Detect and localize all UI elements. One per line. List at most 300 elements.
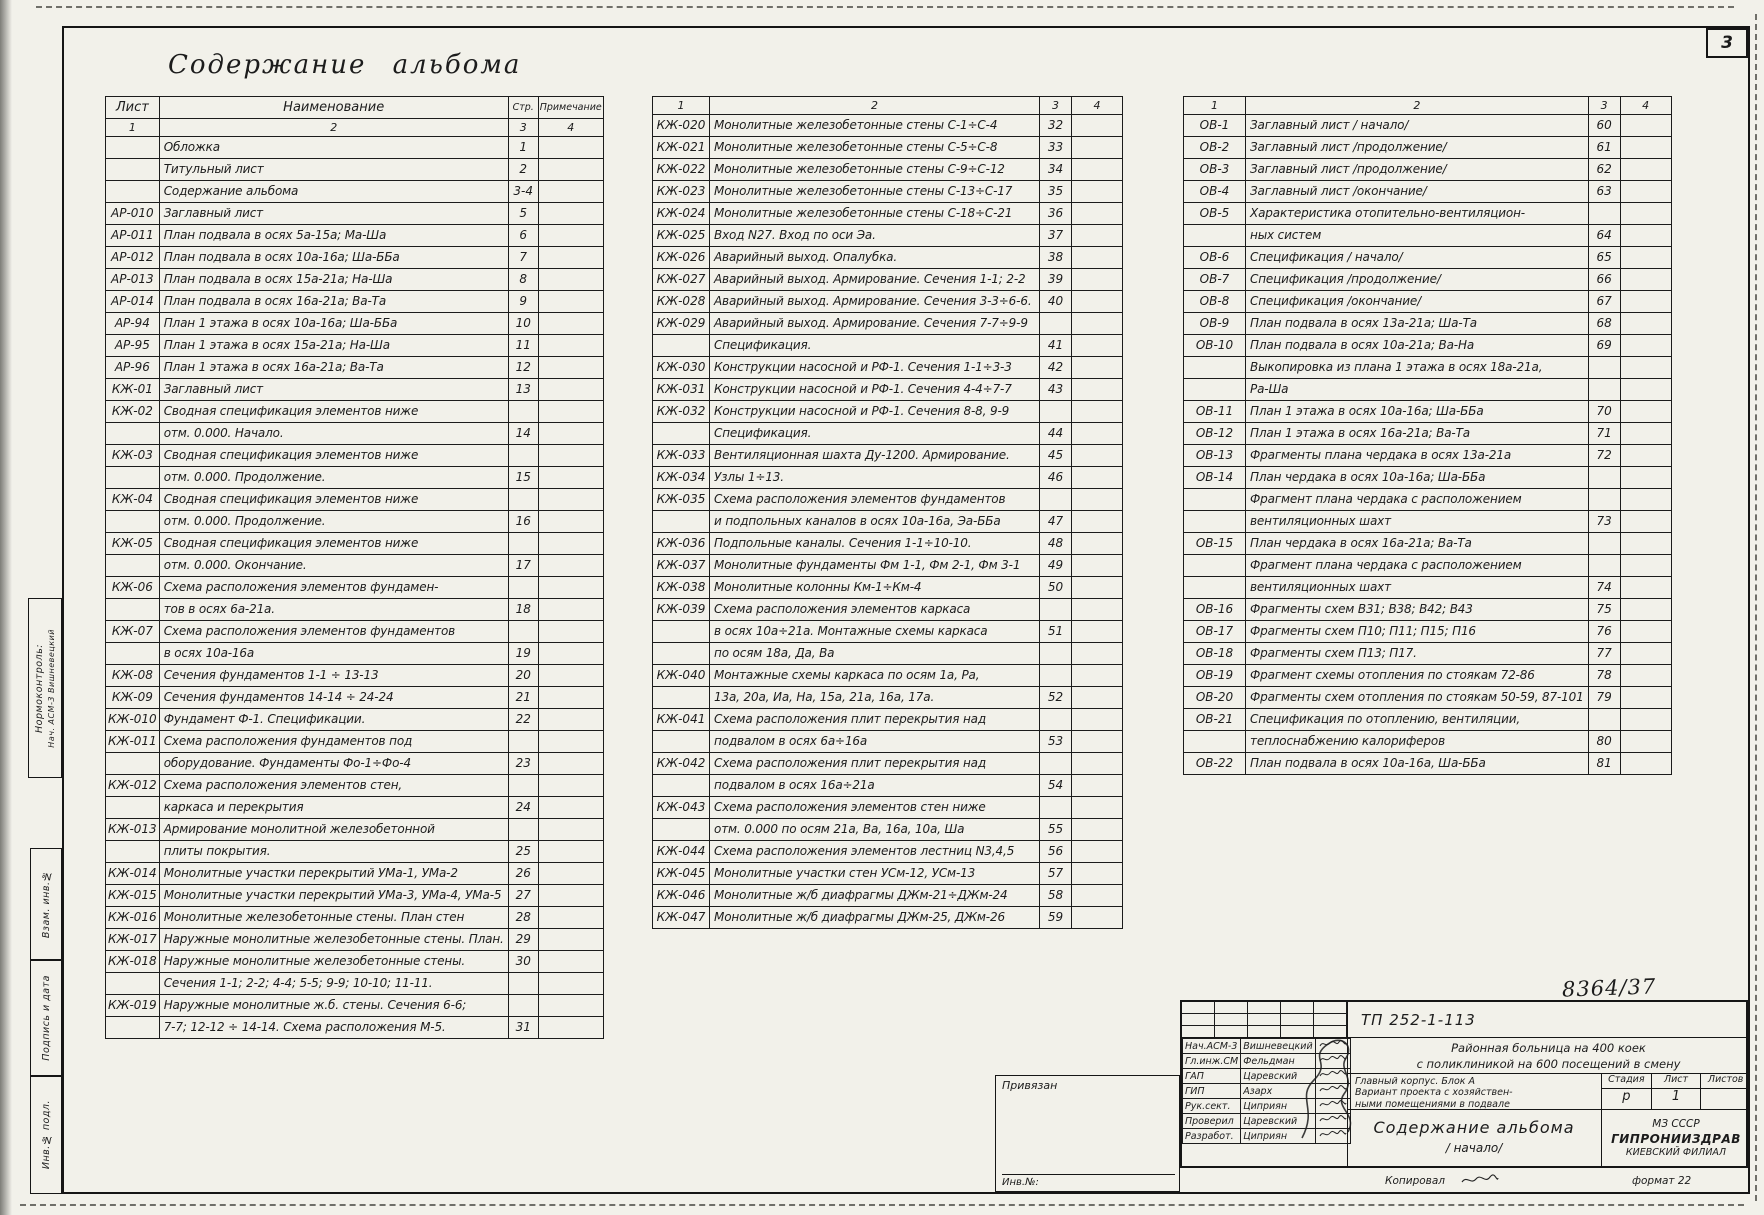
sheet-code-cell: КЖ-029 bbox=[653, 313, 710, 335]
sheet-code-cell: ОВ-18 bbox=[1184, 643, 1246, 665]
page-number-cell bbox=[1588, 709, 1620, 731]
note-cell bbox=[1620, 291, 1671, 313]
sheet-name-cell: Монолитные железобетонные стены С-18÷С-21 bbox=[710, 203, 1040, 225]
note-cell bbox=[1620, 335, 1671, 357]
note-cell bbox=[538, 665, 603, 687]
sheet-name-cell: Монолитные железобетонные стены С-9÷С-12 bbox=[710, 159, 1040, 181]
note-cell bbox=[538, 357, 603, 379]
sheet-number: 3 bbox=[1721, 33, 1733, 53]
page-number-cell: 61 bbox=[1588, 137, 1620, 159]
page-title: Содержание альбома bbox=[168, 50, 522, 80]
note-cell bbox=[538, 313, 603, 335]
signer-role-cell: Гл.инж.СМ bbox=[1183, 1054, 1241, 1069]
sheet-code-cell bbox=[653, 423, 710, 445]
table-row bbox=[653, 775, 1123, 797]
project-title-line2: с поликлиникой на 600 посещений в смену bbox=[1416, 1056, 1681, 1071]
sheet-code-cell: КЖ-023 bbox=[653, 181, 710, 203]
note-cell bbox=[538, 577, 603, 599]
sheet-name-cell: Монолитные железобетонные стены С-5÷С-8 bbox=[710, 137, 1040, 159]
page-number-cell: 11 bbox=[508, 335, 538, 357]
note-cell bbox=[538, 555, 603, 577]
sheet-name-cell: Схема расположения элементов фундаментов bbox=[710, 489, 1040, 511]
sheet-code-cell: КЖ-09 bbox=[106, 687, 160, 709]
note-cell bbox=[538, 929, 603, 951]
table-row bbox=[106, 313, 604, 335]
sheet-name-cell: Обложка bbox=[159, 137, 508, 159]
sheet-name-cell: Аварийный выход. Армирование. Сечения 3-3÷6-6. bbox=[710, 291, 1040, 313]
note-cell bbox=[1620, 423, 1671, 445]
note-cell bbox=[1620, 225, 1671, 247]
table-row bbox=[106, 203, 604, 225]
format-label: формат 22 bbox=[1632, 1175, 1692, 1187]
sheet-name-cell: Сводная спецификация элементов ниже bbox=[159, 401, 508, 423]
table-row bbox=[653, 863, 1123, 885]
org-line2: ГИПРОНИИЗДРАВ bbox=[1611, 1132, 1741, 1147]
table-row bbox=[653, 797, 1123, 819]
sheet-code-cell bbox=[653, 687, 710, 709]
table-row bbox=[106, 599, 604, 621]
table-row bbox=[106, 995, 604, 1017]
page-number-cell: 60 bbox=[1588, 115, 1620, 137]
note-cell bbox=[1072, 291, 1123, 313]
table-row bbox=[653, 247, 1123, 269]
signature-flourish bbox=[1288, 1028, 1366, 1148]
signer-name-cell: Циприян bbox=[1241, 1099, 1315, 1114]
sheet-code-cell bbox=[106, 137, 160, 159]
sheet-code-cell bbox=[106, 643, 160, 665]
sheet-name-cell: Фрагмент плана чердака с расположением bbox=[1246, 555, 1589, 577]
table-row bbox=[106, 511, 604, 533]
table-row bbox=[106, 775, 604, 797]
col-header-page: Стр. bbox=[508, 97, 538, 119]
sheet-name-cell: в осях 10а÷21а. Монтажные схемы каркаса bbox=[710, 621, 1040, 643]
table-row bbox=[653, 533, 1123, 555]
document-title-line2: / начало/ bbox=[1445, 1141, 1503, 1155]
table-row bbox=[653, 379, 1123, 401]
inv-podl-label: Инв.№ подл. bbox=[40, 1100, 52, 1170]
sheet-code-cell bbox=[106, 181, 160, 203]
signer-name-cell: Азарх bbox=[1241, 1084, 1315, 1099]
note-cell bbox=[538, 159, 603, 181]
vzam-inv-label: Взам. инв.№ bbox=[40, 869, 52, 939]
sheet-code-cell: КЖ-033 bbox=[653, 445, 710, 467]
sheet-code-cell bbox=[653, 819, 710, 841]
note-cell bbox=[1072, 599, 1123, 621]
sheet-name-cell: оборудование. Фундаменты Фо-1÷Фо-4 bbox=[159, 753, 508, 775]
sheet-name-cell: Заглавный лист / начало/ bbox=[1246, 115, 1589, 137]
sheet-name-cell: подвалом в осях 16а÷21а bbox=[710, 775, 1040, 797]
table-row bbox=[106, 291, 604, 313]
note-cell bbox=[1620, 401, 1671, 423]
note-cell bbox=[538, 467, 603, 489]
sheet-code-cell: КЖ-030 bbox=[653, 357, 710, 379]
table-row bbox=[653, 489, 1123, 511]
table-row bbox=[106, 819, 604, 841]
stage-sheet-grid bbox=[1602, 1074, 1750, 1110]
note-cell bbox=[538, 599, 603, 621]
table-row bbox=[106, 533, 604, 555]
note-cell bbox=[1620, 753, 1671, 775]
table-row bbox=[1184, 401, 1672, 423]
page-number-cell: 67 bbox=[1588, 291, 1620, 313]
sheet-name-cell: План подвала в осях 5а-15а; Ма-Ша bbox=[159, 225, 508, 247]
sheet-code-cell: АР-013 bbox=[106, 269, 160, 291]
table-row bbox=[106, 555, 604, 577]
sheet-code-cell: КЖ-036 bbox=[653, 533, 710, 555]
page-number-cell bbox=[508, 489, 538, 511]
sheet-name-cell: Сводная спецификация элементов ниже bbox=[159, 489, 508, 511]
col-num-1: 1 bbox=[653, 97, 710, 115]
sheet-code-cell: КЖ-012 bbox=[106, 775, 160, 797]
note-cell bbox=[1620, 731, 1671, 753]
page-number-cell: 33 bbox=[1040, 137, 1072, 159]
sheet-code-cell: АР-96 bbox=[106, 357, 160, 379]
sheet-name-cell: Монолитные участки стен УСм-12, УСм-13 bbox=[710, 863, 1040, 885]
sheet-code-cell: КЖ-043 bbox=[653, 797, 710, 819]
table-row bbox=[106, 665, 604, 687]
page-number-cell: 78 bbox=[1588, 665, 1620, 687]
note-cell bbox=[538, 379, 603, 401]
note-cell bbox=[538, 973, 603, 995]
signer-name-cell: Вишневецкий bbox=[1241, 1039, 1315, 1054]
note-cell bbox=[1072, 555, 1123, 577]
sheet-name-cell: Фрагменты схем П13; П17. bbox=[1246, 643, 1589, 665]
sheet-code-cell: ОВ-22 bbox=[1184, 753, 1246, 775]
table-row bbox=[106, 159, 604, 181]
sheet-code-cell: ОВ-7 bbox=[1184, 269, 1246, 291]
col-num-3: 3 bbox=[508, 119, 538, 137]
sheet-code-cell bbox=[653, 731, 710, 753]
sheet-code-cell: КЖ-017 bbox=[106, 929, 160, 951]
note-cell bbox=[538, 687, 603, 709]
sheet-name-cell: Монолитные ж/б диафрагмы ДЖм-21÷ДЖм-24 bbox=[710, 885, 1040, 907]
sheet-name-cell: Спецификация по отоплению, вентиляции, bbox=[1246, 709, 1589, 731]
note-cell bbox=[1620, 687, 1671, 709]
table-row bbox=[106, 621, 604, 643]
table-row bbox=[1184, 181, 1672, 203]
table-row bbox=[653, 291, 1123, 313]
table-row bbox=[106, 731, 604, 753]
note-cell bbox=[538, 731, 603, 753]
signer-name-cell: Царевский bbox=[1241, 1114, 1315, 1129]
signer-role-cell: ГАП bbox=[1183, 1069, 1241, 1084]
note-cell bbox=[1620, 621, 1671, 643]
note-cell bbox=[538, 775, 603, 797]
sheet-name-cell: Титульный лист bbox=[159, 159, 508, 181]
page-number-cell: 74 bbox=[1588, 577, 1620, 599]
page-number-cell: 59 bbox=[1040, 907, 1072, 929]
page-number-cell: 56 bbox=[1040, 841, 1072, 863]
page-number-cell: 53 bbox=[1040, 731, 1072, 753]
sheets-value bbox=[1701, 1089, 1750, 1109]
col-num-2: 2 bbox=[710, 97, 1040, 115]
note-cell bbox=[538, 335, 603, 357]
table-row bbox=[1184, 621, 1672, 643]
sheet-name-cell: каркаса и перекрытия bbox=[159, 797, 508, 819]
note-cell bbox=[538, 269, 603, 291]
sheet-name-cell: План 1 этажа в осях 10а-16а; Ша-ББа bbox=[159, 313, 508, 335]
table-row bbox=[653, 269, 1123, 291]
podpis-data-box bbox=[30, 960, 62, 1076]
sheet-name-cell: Конструкции насосной и РФ-1. Сечения 1-1÷3-3 bbox=[710, 357, 1040, 379]
page-number-cell bbox=[508, 445, 538, 467]
sheet-name-cell: Сводная спецификация элементов ниже bbox=[159, 533, 508, 555]
note-cell bbox=[1072, 357, 1123, 379]
page-number-cell: 41 bbox=[1040, 335, 1072, 357]
page-number-cell: 51 bbox=[1040, 621, 1072, 643]
page-number-cell bbox=[508, 819, 538, 841]
sheet-code-cell: ОВ-11 bbox=[1184, 401, 1246, 423]
title-block bbox=[1180, 1000, 1748, 1168]
page-number-cell: 73 bbox=[1588, 511, 1620, 533]
note-cell bbox=[1620, 269, 1671, 291]
sheet-code-cell: КЖ-06 bbox=[106, 577, 160, 599]
table-row bbox=[653, 401, 1123, 423]
signer-role-cell: Нач.АСМ-3 bbox=[1183, 1039, 1241, 1054]
sheet-name-cell: План чердака в осях 10а-16а; Ша-ББа bbox=[1246, 467, 1589, 489]
note-cell bbox=[538, 291, 603, 313]
page-number-cell: 13 bbox=[508, 379, 538, 401]
sheet-name-cell: План подвала в осях 10а-21а; Ва-На bbox=[1246, 335, 1589, 357]
note-cell bbox=[1072, 863, 1123, 885]
sheet-code-cell: КЖ-013 bbox=[106, 819, 160, 841]
sheet-code-cell: ОВ-9 bbox=[1184, 313, 1246, 335]
sheet-code-cell: КЖ-035 bbox=[653, 489, 710, 511]
page-number-cell: 66 bbox=[1588, 269, 1620, 291]
col-num-4: 4 bbox=[1072, 97, 1123, 115]
table-row bbox=[106, 753, 604, 775]
page-number-cell: 16 bbox=[508, 511, 538, 533]
sheet-code-cell bbox=[106, 159, 160, 181]
table-row bbox=[653, 643, 1123, 665]
page-number-cell: 22 bbox=[508, 709, 538, 731]
organization bbox=[1602, 1110, 1750, 1168]
sheet-name-cell: Характеристика отопительно-вентиляцион- bbox=[1246, 203, 1589, 225]
sheet-code-cell: КЖ-038 bbox=[653, 577, 710, 599]
table-header-row bbox=[653, 97, 1123, 115]
table-row bbox=[106, 269, 604, 291]
note-cell bbox=[1072, 709, 1123, 731]
col-num-1: 1 bbox=[1184, 97, 1246, 115]
note-cell bbox=[1620, 159, 1671, 181]
sheet-name-cell: Монолитные ж/б диафрагмы ДЖм-25, ДЖм-26 bbox=[710, 907, 1040, 929]
page-number-cell: 25 bbox=[508, 841, 538, 863]
sheet-code-cell: ОВ-8 bbox=[1184, 291, 1246, 313]
sheet-code-cell: АР-010 bbox=[106, 203, 160, 225]
sheet-number-box bbox=[1706, 28, 1748, 58]
podpis-data-label: Подпись и дата bbox=[40, 975, 52, 1061]
sheet-name-cell: Вентиляционная шахта Ду-1200. Армирование. bbox=[710, 445, 1040, 467]
scan-edge-shadow bbox=[0, 0, 12, 1215]
page-number-cell: 72 bbox=[1588, 445, 1620, 467]
note-cell bbox=[1620, 511, 1671, 533]
sheet-code-cell bbox=[106, 753, 160, 775]
sheet-label: Лист bbox=[1652, 1074, 1702, 1089]
sheet-code-cell bbox=[1184, 511, 1246, 533]
sheet-name-cell: Схема расположения элементов фундамен- bbox=[159, 577, 508, 599]
sheet-code-cell bbox=[106, 599, 160, 621]
note-cell bbox=[538, 489, 603, 511]
sheet-code-cell: КЖ-021 bbox=[653, 137, 710, 159]
sheet-name-cell: плиты покрытия. bbox=[159, 841, 508, 863]
sheet-name-cell: Конструкции насосной и РФ-1. Сечения 8-8, 9-9 bbox=[710, 401, 1040, 423]
note-cell bbox=[1072, 775, 1123, 797]
sheet-code-cell: КЖ-02 bbox=[106, 401, 160, 423]
sheet-code-cell: КЖ-027 bbox=[653, 269, 710, 291]
note-cell bbox=[538, 753, 603, 775]
page-number-cell: 2 bbox=[508, 159, 538, 181]
col-num-2: 2 bbox=[1246, 97, 1589, 115]
note-cell bbox=[1072, 247, 1123, 269]
page-number-cell: 77 bbox=[1588, 643, 1620, 665]
page-number-cell: 81 bbox=[1588, 753, 1620, 775]
page-number-cell: 49 bbox=[1040, 555, 1072, 577]
sheet-name-cell: Монолитные железобетонные стены. План стен bbox=[159, 907, 508, 929]
signer-role-cell: Проверил bbox=[1183, 1114, 1241, 1129]
note-cell bbox=[538, 863, 603, 885]
note-cell bbox=[538, 137, 603, 159]
sheet-name-cell: тов в осях 6а-21а. bbox=[159, 599, 508, 621]
sheet-name-cell: Спецификация. bbox=[710, 335, 1040, 357]
note-cell bbox=[1620, 357, 1671, 379]
table-row bbox=[1184, 599, 1672, 621]
contents-table-left bbox=[105, 96, 604, 1039]
sheet-name-cell: Монолитные железобетонные стены С-13÷С-17 bbox=[710, 181, 1040, 203]
sheet-name-cell: Схема расположения элементов стен, bbox=[159, 775, 508, 797]
archive-number: 8364/37 bbox=[1561, 974, 1657, 1002]
stage-label: Стадия bbox=[1602, 1074, 1652, 1089]
table-row bbox=[1184, 511, 1672, 533]
sheet-code-cell bbox=[1184, 577, 1246, 599]
note-cell bbox=[1072, 907, 1123, 929]
page-number-cell bbox=[1588, 555, 1620, 577]
sheet-code-cell bbox=[653, 621, 710, 643]
table-header-row bbox=[1184, 97, 1672, 115]
table-row bbox=[653, 423, 1123, 445]
signature-mark bbox=[1460, 1173, 1500, 1187]
table-row bbox=[106, 643, 604, 665]
page-number-cell: 65 bbox=[1588, 247, 1620, 269]
note-cell bbox=[538, 511, 603, 533]
page-number-cell: 12 bbox=[508, 357, 538, 379]
note-cell bbox=[1620, 247, 1671, 269]
note-cell bbox=[1620, 115, 1671, 137]
col-num-3: 3 bbox=[1040, 97, 1072, 115]
sheet-name-cell: Фрагменты плана чердака в осях 13а-21а bbox=[1246, 445, 1589, 467]
page-number-cell: 30 bbox=[508, 951, 538, 973]
note-cell bbox=[1072, 621, 1123, 643]
sheet-code-cell: ОВ-14 bbox=[1184, 467, 1246, 489]
sheet-name-cell: Выкопировка из плана 1 этажа в осях 18а-21а, bbox=[1246, 357, 1589, 379]
sheet-name-cell: 7-7; 12-12 ÷ 14-14. Схема расположения М-5. bbox=[159, 1017, 508, 1039]
page-number-cell: 14 bbox=[508, 423, 538, 445]
sheet-name-cell: Заглавный лист /окончание/ bbox=[1246, 181, 1589, 203]
sheet-code-cell: ОВ-19 bbox=[1184, 665, 1246, 687]
page-number-cell: 27 bbox=[508, 885, 538, 907]
table-row bbox=[106, 357, 604, 379]
sheet-code-cell: КЖ-019 bbox=[106, 995, 160, 1017]
table-row bbox=[106, 379, 604, 401]
sheet-name-cell: Заглавный лист /продолжение/ bbox=[1246, 159, 1589, 181]
note-cell bbox=[1072, 885, 1123, 907]
note-cell bbox=[1072, 753, 1123, 775]
table-row bbox=[106, 951, 604, 973]
sheet-name-cell: План подвала в осях 10а-16а; Ша-ББа bbox=[159, 247, 508, 269]
sheet-name-cell: Заглавный лист /продолжение/ bbox=[1246, 137, 1589, 159]
sheet-code-cell: КЖ-015 bbox=[106, 885, 160, 907]
note-cell bbox=[538, 709, 603, 731]
sheet-code-cell: КЖ-032 bbox=[653, 401, 710, 423]
sheet-name-cell: Содержание альбома bbox=[159, 181, 508, 203]
page-number-cell: 43 bbox=[1040, 379, 1072, 401]
sheet-code-cell bbox=[106, 467, 160, 489]
table-row bbox=[106, 181, 604, 203]
page-number-cell bbox=[1588, 379, 1620, 401]
table-row bbox=[106, 489, 604, 511]
page-number-cell bbox=[1040, 709, 1072, 731]
col-num-1: 1 bbox=[106, 119, 160, 137]
signer-role-cell: Разработ. bbox=[1183, 1129, 1241, 1144]
col-num-2: 2 bbox=[159, 119, 508, 137]
page-number-cell: 8 bbox=[508, 269, 538, 291]
page-number-cell: 5 bbox=[508, 203, 538, 225]
table-row bbox=[1184, 709, 1672, 731]
table-row bbox=[653, 709, 1123, 731]
project-title bbox=[1347, 1038, 1750, 1074]
note-cell bbox=[1072, 731, 1123, 753]
sheet-name-cell: План подвала в осях 16а-21а; Ва-Та bbox=[159, 291, 508, 313]
sheet-code-cell: ОВ-1 bbox=[1184, 115, 1246, 137]
object-line1: Главный корпус. Блок А bbox=[1355, 1076, 1476, 1087]
table-row bbox=[1184, 357, 1672, 379]
table-row bbox=[1184, 379, 1672, 401]
page-number-cell: 36 bbox=[1040, 203, 1072, 225]
page-number-cell bbox=[1588, 533, 1620, 555]
note-cell bbox=[1072, 335, 1123, 357]
page-number-cell: 57 bbox=[1040, 863, 1072, 885]
sheet-code-cell: АР-011 bbox=[106, 225, 160, 247]
page-number-cell: 64 bbox=[1588, 225, 1620, 247]
sheet-code-cell: ОВ-12 bbox=[1184, 423, 1246, 445]
sheet-value: 1 bbox=[1652, 1089, 1702, 1109]
page-number-cell bbox=[508, 731, 538, 753]
sheet-name-cell: Аварийный выход. Армирование. Сечения 7-7÷9-9 bbox=[710, 313, 1040, 335]
org-line3: КИЕВСКИЙ ФИЛИАЛ bbox=[1625, 1147, 1727, 1159]
title-block-footer bbox=[1180, 1168, 1748, 1194]
page-number-cell bbox=[508, 995, 538, 1017]
note-cell bbox=[1620, 467, 1671, 489]
note-cell bbox=[1072, 841, 1123, 863]
document-title bbox=[1347, 1110, 1602, 1168]
col-num-3: 3 bbox=[1588, 97, 1620, 115]
note-cell bbox=[538, 247, 603, 269]
table-row bbox=[106, 225, 604, 247]
page-number-cell: 52 bbox=[1040, 687, 1072, 709]
col-num-4: 4 bbox=[1620, 97, 1671, 115]
table-row bbox=[1184, 137, 1672, 159]
sheet-name-cell: вентиляционных шахт bbox=[1246, 577, 1589, 599]
table-row bbox=[106, 401, 604, 423]
note-cell bbox=[1072, 665, 1123, 687]
note-cell bbox=[1072, 467, 1123, 489]
table-row bbox=[653, 137, 1123, 159]
sheet-code-cell bbox=[1184, 555, 1246, 577]
sheet-name-cell: вентиляционных шахт bbox=[1246, 511, 1589, 533]
sheet-name-cell: Спецификация / начало/ bbox=[1246, 247, 1589, 269]
note-cell bbox=[1620, 599, 1671, 621]
note-cell bbox=[538, 907, 603, 929]
table-header-row bbox=[106, 97, 604, 119]
